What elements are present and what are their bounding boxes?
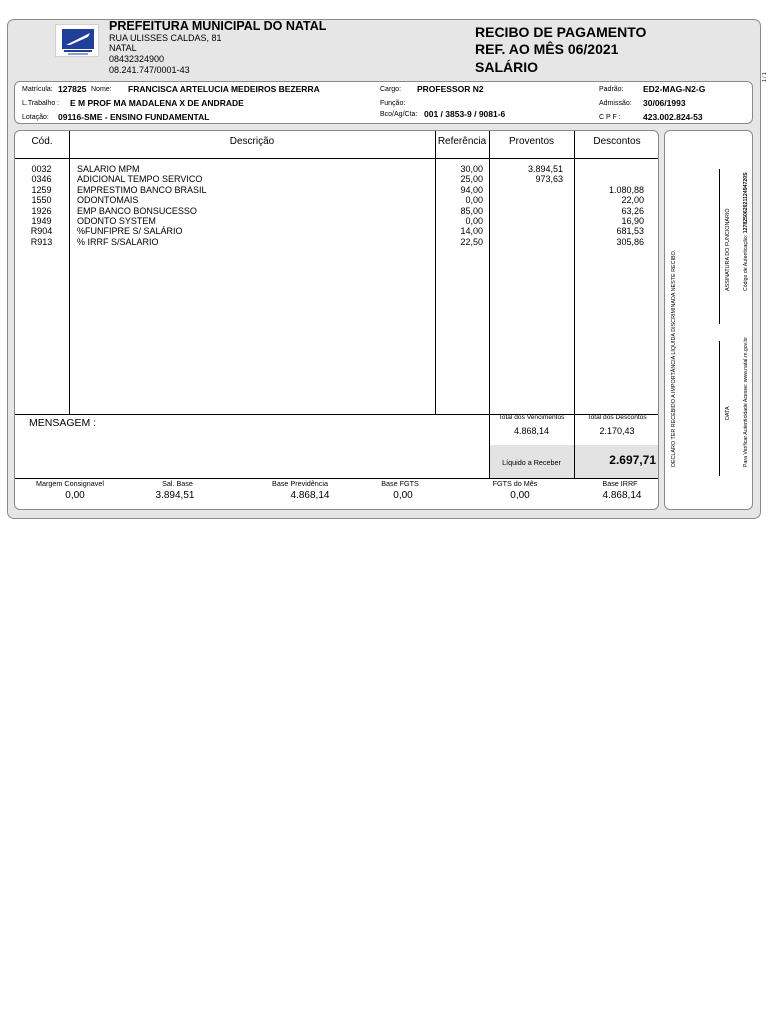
- banco-label: Bco/Ag/Cta:: [380, 111, 418, 118]
- row-referencia: 30,00: [460, 164, 483, 174]
- col-header-cod: Cód.: [31, 136, 53, 147]
- data-label: DATA: [725, 406, 731, 420]
- row-descontos: 63,26: [621, 205, 644, 216]
- row-descricao: %FUNFIPRE S/ SALÁRIO: [77, 226, 183, 237]
- verify-text: Para Verificar Autenticidade Acesse: www.natal.rn.gov.br: [743, 337, 749, 467]
- lotacao-value: 09116-SME - ENSINO FUNDAMENTAL: [58, 112, 210, 122]
- table-row: [15, 185, 659, 195]
- city-logo: [55, 24, 99, 57]
- row-referencia: 85,00: [460, 205, 483, 216]
- declaration-text: DECLARO TER RECEBIDO A IMPORTÂNCIA LÍQUIDA DISCRIMINADA NESTE RECIBO.: [671, 249, 677, 467]
- basefgts-label: Base FGTS: [381, 479, 419, 488]
- row-referencia: 0,00: [465, 195, 483, 206]
- total-descontos-label: Total dos Descontos: [587, 414, 647, 421]
- table-row: [15, 195, 659, 205]
- row-cod: R913: [30, 236, 53, 247]
- row-referencia: 0,00: [465, 216, 483, 226]
- fgtsmes-label: FGTS do Mês: [492, 479, 538, 488]
- cpf-value: 423.002.824-53: [643, 112, 703, 122]
- matricula-value: 127825: [58, 84, 87, 94]
- row-descricao: EMPRESTIMO BANCO BRASIL: [77, 184, 207, 195]
- receipt-type: SALÁRIO: [475, 59, 538, 75]
- cargo-label: Cargo:: [380, 86, 402, 93]
- nome-value: FRANCISCA ARTELUCIA MEDEIROS BEZERRA: [128, 84, 320, 94]
- row-descricao: ADICIONAL TEMPO SERVICO: [77, 174, 203, 185]
- mensagem-label: MENSAGEM :: [29, 417, 97, 429]
- row-referencia: 94,00: [460, 184, 483, 195]
- total-descontos-value: 2.170,43: [599, 426, 635, 436]
- row-referencia: 14,00: [460, 226, 483, 237]
- row-cod: 1949: [31, 216, 52, 226]
- table-row: [15, 226, 659, 236]
- row-cod: 0346: [31, 174, 52, 185]
- lotacao-label: Lotação:: [22, 114, 49, 121]
- row-cod: 1259: [31, 184, 52, 195]
- signature-line: [719, 169, 720, 324]
- row-cod: 0032: [31, 164, 52, 174]
- row-descricao: ODONTOMAIS: [77, 195, 139, 206]
- row-descricao: % IRRF S/SALARIO: [77, 236, 159, 247]
- total-vencimentos-value: 4.868,14: [513, 426, 550, 436]
- row-cod: R904: [30, 226, 53, 237]
- padrao-label: Padrão:: [599, 86, 624, 93]
- row-descricao: ODONTO SYSTEM: [77, 216, 156, 226]
- margem-value: 0,00: [65, 490, 85, 501]
- padrao-value: ED2-MAG-N2-G: [643, 84, 706, 94]
- admissao-value: 30/06/1993: [643, 98, 686, 108]
- receipt-title: RECIBO DE PAGAMENTO: [475, 24, 647, 40]
- salbase-value: 3.894,51: [155, 490, 195, 501]
- trabalho-label: L.Trabalho :: [22, 100, 60, 107]
- auth-code-label: [743, 172, 749, 291]
- org-phone: 08432324900: [109, 54, 165, 64]
- page-mark: 1 / 1: [762, 72, 768, 82]
- table-row: [15, 237, 659, 247]
- liquido-label: Líquido a Receber: [502, 458, 561, 467]
- row-cod: 1550: [31, 195, 52, 206]
- baseirrf-label: Base IRRF: [602, 479, 638, 488]
- col-header-proventos: Proventos: [508, 136, 555, 147]
- baseprev-label: Base Previdência: [272, 479, 328, 488]
- date-line: [719, 341, 720, 476]
- org-name: PREFEITURA MUNICIPAL DO NATAL: [109, 19, 327, 33]
- earnings-table: [14, 130, 659, 510]
- trabalho-value: E M PROF MA MADALENA X DE ANDRADE: [70, 98, 244, 108]
- row-proventos: 3.894,51: [527, 164, 563, 174]
- header-divider: [15, 158, 659, 159]
- row-descontos: 16,90: [621, 216, 644, 226]
- org-city: NATAL: [109, 43, 137, 53]
- cargo-value: PROFESSOR N2: [417, 84, 484, 94]
- auth-code-label-text: Código de Autenticação:: [743, 234, 749, 291]
- baseirrf-value: 4.868,14: [602, 490, 642, 501]
- assinatura-label: ASSINATURA DO FUNCIONÁRIO: [725, 208, 731, 291]
- col-header-referencia: Referência: [437, 136, 487, 147]
- col-header-descricao: Descrição: [229, 136, 275, 147]
- receipt-reference: REF. AO MÊS 06/2021: [475, 41, 619, 57]
- table-row: [15, 164, 659, 174]
- row-descontos: 22,00: [621, 195, 644, 206]
- table-row: [15, 206, 659, 216]
- banco-value: 001 / 3853-9 / 9081-6: [424, 109, 506, 119]
- admissao-label: Admissão:: [599, 100, 632, 107]
- table-row: [15, 174, 659, 184]
- row-referencia: 22,50: [460, 236, 483, 247]
- col-header-descontos: Descontos: [593, 136, 641, 147]
- table-row: [15, 216, 659, 226]
- margem-label: Margem Consignavel: [36, 479, 104, 488]
- org-cnpj: 08.241.747/0001-43: [109, 65, 190, 75]
- baseprev-value: 4.868,14: [290, 490, 330, 501]
- row-referencia: 25,00: [460, 174, 483, 185]
- fgtsmes-value: 0,00: [510, 490, 530, 501]
- salbase-label: Sal. Base: [162, 479, 193, 488]
- row-proventos: 973,63: [535, 174, 563, 185]
- basefgts-value: 0,00: [393, 490, 413, 501]
- matricula-label: Matrícula:: [22, 86, 53, 93]
- cpf-label: C P F :: [599, 114, 621, 121]
- auth-code-value: 12782506202112494720S: [743, 172, 749, 234]
- total-vencimentos-label: Total dos Vencimentos: [498, 414, 565, 421]
- row-descricao: SALARIO MPM: [77, 164, 140, 174]
- row-cod: 1926: [31, 205, 52, 216]
- row-descontos: 681,53: [616, 226, 644, 237]
- liquido-value: 2.697,71: [609, 453, 656, 467]
- org-address: RUA ULISSES CALDAS, 81: [109, 33, 222, 43]
- nome-label: Nome:: [91, 86, 112, 93]
- row-descontos: 305,86: [616, 236, 644, 247]
- signature-box: [664, 130, 753, 510]
- row-descontos: 1.080,88: [608, 184, 644, 195]
- row-descricao: EMP BANCO BONSUCESSO: [77, 205, 197, 216]
- funcao-label: Função:: [380, 100, 406, 107]
